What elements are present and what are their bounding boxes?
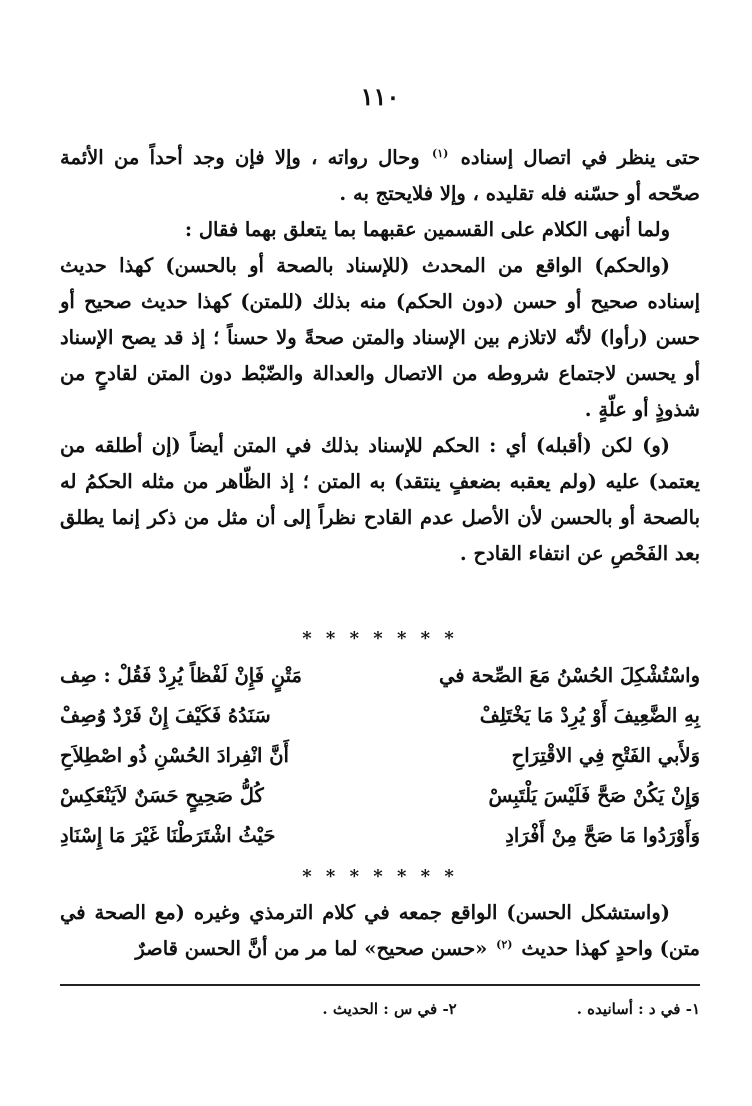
verse-line: [60, 696, 700, 736]
verse-hemistich-left: كُلُّ صَحِيحٍ حَسَنٌ لاَيَنْعَكِسْ: [60, 784, 264, 807]
paragraph-5-part-a: (واستشكل الحسن) الواقع جمعه في كلام الترمذي وغيره (مع الصحة في متن) واحدٍ كهذا حديث: [60, 901, 700, 960]
paragraph-1-part-a: حتى ينظر في اتصال إسناده: [460, 146, 701, 169]
paragraph-5: [60, 895, 700, 967]
document-page: [60, 0, 700, 1106]
verse-hemistich-right: وَأَوْرَدُوا مَا صَحَّ مِنْ أَفْرَادِ: [505, 824, 700, 847]
verse-hemistich-left: مَتْنٍ فَإِنْ لَفْظاً يُرِدْ فَقُلْ : صِف: [60, 664, 302, 687]
footnote-divider: [60, 984, 700, 986]
verse-line: [60, 656, 700, 696]
paragraph-4: (و) لكن (أقبله) أي : الحكم للإسناد بذلك في المتن أيضاً (إن أطلقه من يعتمد) عليه (ولم يعقبه بضعفٍ ينتقد) به المتن ؛ إذ الظّاهر من مثله الحكمُ له بالصحة أو بالحسن لأن الأصل عدم القادح نظراً إلى أن مثل من ذكر إنما يطلق بعد الفَحْصِ عن انتفاء القادح .: [60, 434, 700, 565]
verse-line: [60, 816, 700, 856]
verse-hemistich-right: بِهِ الضَّعِيفَ أَوْ يُرِدْ مَا يَخْتَلِفْ: [479, 704, 700, 727]
stars-divider-bottom: * * * * * * *: [302, 866, 458, 887]
verse-block: [60, 656, 700, 856]
verse-hemistich-right: وَلأَبي الفَتْحِ فِي الاقْتِرَاحِ: [511, 744, 700, 767]
footnote-1: ١- في د : أسانيده .: [576, 1000, 700, 1018]
verse-hemistich-left: حَيْثُ اشْتَرَطْنَا غَيْرَ مَا إِسْنَادِ: [60, 824, 276, 847]
paragraph-2: ولما أنهى الكلام على القسمين عقبهما بما يتعلق بهما فقال :: [184, 218, 670, 241]
verse-line: [60, 776, 700, 816]
stars-divider-top: * * * * * * *: [302, 628, 458, 649]
footnotes: [60, 1000, 700, 1018]
paragraph-3: (والحكم) الواقع من المحدث (للإسناد بالصحة أو بالحسن) كهذا حديث إسناده صحيح أو حسن (دون الحكم) منه بذلك (للمتن) كهذا حديث صحيح أو حسن (رأوا) لأنّه لاتلازم بين الإسناد والمتن صحةً ولا حسناً ؛ إذ قد يصح الإسناد أو يحسن لاجتماع شروطه من الاتصال والعدالة والضّبْط دون المتن لقادحٍ من شذوذٍ أو علّةٍ .: [60, 254, 700, 421]
prose-section-bottom: [60, 895, 700, 967]
verse-hemistich-left: سَنَدُهُ فَكَيْفَ إِنْ فَرْدٌ وُصِفْ: [60, 704, 271, 727]
page-number: ١١٠: [360, 82, 400, 111]
paragraph-1: [60, 140, 700, 212]
verse-hemistich-right: واسْتُشْكِلَ الحُسْنُ مَعَ الصِّحة في: [438, 664, 700, 687]
verse-line: [60, 736, 700, 776]
footnote-ref-1[interactable]: (١): [432, 146, 449, 160]
prose-section-top: [60, 140, 700, 572]
verse-hemistich-right: وَإِنْ يَكُنْ صَحَّ فَلَيْسَ يَلْتَبِسْ: [488, 784, 700, 807]
footnote-ref-2[interactable]: (٢): [496, 937, 513, 951]
footnote-2: ٢- في س : الحديث .: [322, 1000, 457, 1018]
paragraph-1-part-b: وحال رواته ، وإلا فإن وجد أحداً من الأئمة صحّحه أو حسّنه فله تقليده ، وإلا فلايحتج به .: [60, 146, 700, 205]
paragraph-5-part-b: «حسن صحيح» لما مر من أنَّ الحسن قاصرٌ: [135, 937, 488, 960]
verse-hemistich-left: أَنَّ انْفِرادَ الحُسْنِ ذُو اصْطِلاَحِ: [60, 744, 289, 767]
